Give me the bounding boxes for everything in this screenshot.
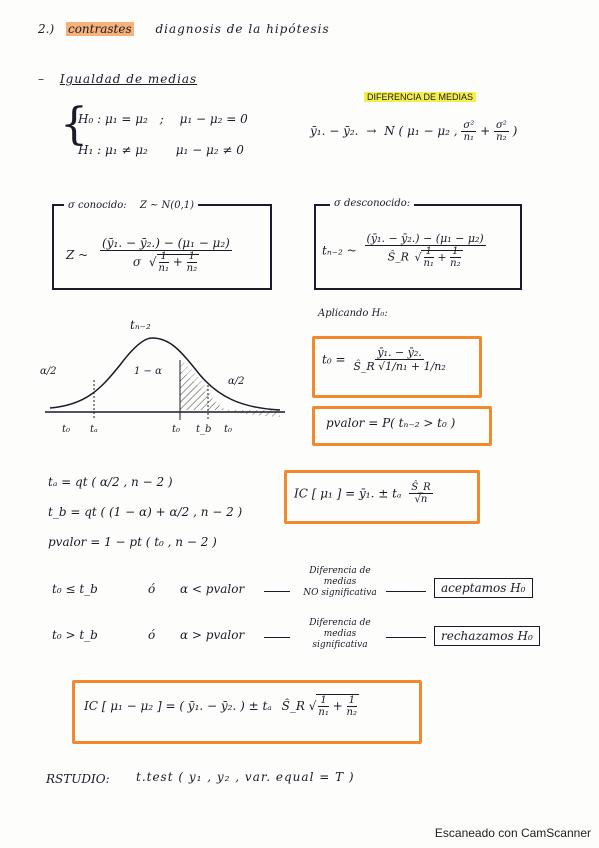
z-lhs: Z ~ [66, 248, 89, 262]
ta-formula: tₐ = qt ( α/2 , n − 2 ) [48, 475, 173, 489]
r-den: n₁ [318, 707, 329, 718]
t0-den: Ŝ_R √1/n₁ + 1/n₂ [353, 360, 446, 373]
r-den: n₂ [346, 707, 357, 718]
t-lhs: tₙ₋₂ ~ [322, 243, 357, 258]
decision-2-result: rechazamos H₀ [434, 626, 540, 646]
t-num: (ȳ₁. − ȳ₂.) − (μ₁ − μ₂) [366, 232, 484, 245]
z-frac [100, 236, 232, 274]
t0-right-label: t₀ [224, 424, 233, 435]
frac-den: n₁ [463, 132, 475, 143]
decision-2-note [300, 618, 380, 651]
diff-means-label [364, 92, 476, 102]
h1-rhs: μ₁ − μ₂ ≠ 0 [175, 143, 244, 157]
section-title-rest: diagnosis de la hipótesis [155, 22, 330, 36]
r-num: 1 [160, 251, 167, 262]
t0-mid-label: t₀ [172, 424, 181, 435]
brace: { [60, 99, 88, 150]
section-title-highlight: contrastes [67, 22, 132, 36]
close-paren: ) [512, 124, 518, 138]
plus: + [480, 124, 491, 138]
pvalor-formula: pvalor = P( tₙ₋₂ > t₀ ) [326, 416, 456, 430]
decision-2-alpha: α > pvalor [180, 628, 245, 642]
note-line2: significativa [312, 640, 368, 650]
title-text: σ desconocido: [334, 198, 411, 209]
tb-label: t_b [196, 424, 212, 435]
arrow-icon: → [366, 124, 377, 138]
pvalor-qt-formula: pvalor = 1 − pt ( t₀ , n − 2 ) [48, 535, 217, 549]
ic-mu-lhs: IC [ μ₁ ] = ȳ₁. ± tₐ [294, 486, 402, 501]
dm-frac1 [461, 120, 476, 143]
ic-mu-den: √n [414, 494, 428, 505]
r-num: 1 [452, 246, 459, 257]
mid-hatch [180, 360, 225, 410]
r-num: 1 [348, 695, 355, 706]
h1-lhs: H₁ : μ₁ ≠ μ₂ [78, 143, 148, 157]
decision-1-arrow-b [386, 591, 426, 592]
r-den: n₂ [450, 258, 461, 269]
sigma: σ [132, 255, 142, 269]
t0-lhs: t₀ = [322, 352, 346, 367]
h0-lhs: H₀ : μ₁ = μ₂ [78, 112, 148, 126]
r-num: 1 [425, 246, 432, 257]
r-den: n₂ [186, 263, 198, 274]
r-den: n₁ [158, 263, 169, 274]
decision-2-arrow-a [264, 637, 290, 638]
note-line1: Diferencia de medias [309, 566, 371, 587]
title-text: σ conocido: [68, 200, 127, 211]
s-r: Ŝ_R [387, 250, 409, 264]
decision-2-arrow-b [386, 637, 426, 638]
subsection-title [38, 72, 197, 86]
h1-line [78, 143, 244, 157]
alpha-right: α/2 [228, 376, 245, 387]
density-curve [50, 338, 280, 410]
diff-means-label-text: DIFERENCIA DE MEDIAS [364, 92, 476, 102]
rstudio-label: RSTUDIO: [46, 772, 110, 786]
dm-lhs: ȳ₁. − ȳ₂. [310, 124, 359, 138]
decision-1-or: ó [148, 582, 156, 596]
center-area: 1 − α [134, 366, 162, 377]
decision-2-or: ó [148, 628, 156, 642]
t-distribution-curve [40, 330, 290, 440]
ic-mu-formula [294, 482, 433, 505]
section-header [38, 22, 330, 36]
r2 [450, 246, 460, 269]
dist-text: Z ~ N(0,1) [139, 200, 195, 211]
frac-num: σ² [463, 120, 475, 131]
h0-rhs: μ₁ − μ₂ = 0 [179, 112, 248, 126]
camscanner-footer: Escaneado con CamScanner [434, 826, 591, 840]
t0-formula [322, 346, 446, 373]
ic-mu-frac [409, 482, 432, 505]
t-frac [365, 232, 486, 269]
section-number: 2.) [38, 22, 55, 36]
sigma-unknown-title [330, 198, 414, 209]
t-den: Ŝ_R √ $\frac{1}{\text{n₁}}$ + $\frac{1}{\text{n₂}}$ [387, 246, 461, 269]
decision-1-arrow-a [264, 591, 290, 592]
decision-1-cond: t₀ ≤ t_b [52, 582, 98, 596]
dm-rhs-prefix: N ( μ₁ − μ₂ , [384, 124, 458, 138]
r1 [423, 246, 433, 269]
ta-label: tₐ [90, 424, 98, 435]
r2 [187, 251, 197, 274]
decision-1-result: aceptamos H₀ [434, 578, 533, 598]
t0-num: ȳ₁. − ȳ₂. [377, 346, 422, 359]
z-den: σ √ $\frac{1}{\text{n₁}}$ + $\frac{1}{\text{n₂}}$ [132, 251, 198, 274]
sigma-known-title [64, 200, 198, 211]
ic-diff-lhs: IC [ μ₁ − μ₂ ] = ( ȳ₁. − ȳ₂. ) ± tₐ [84, 699, 272, 713]
ic-diff-formula: IC [ μ₁ − μ₂ ] = ( ȳ₁. − ȳ₂. ) ± tₐ Ŝ_R √ $\frac{1}{\text{n₁}}$ + $\frac{1}{\text{n₂}}$ [84, 695, 357, 718]
rstudio-code: t.test ( y₁ , y₂ , var. equal = T ) [136, 770, 355, 784]
r-num: 1 [320, 695, 327, 706]
t0-frac [353, 346, 445, 373]
r-num: 1 [188, 251, 196, 262]
frac-den: n₂ [496, 132, 507, 143]
applying-label: Aplicando H₀: [318, 308, 388, 319]
diff-means-formula [310, 120, 517, 143]
ic-diff-s: Ŝ_R [281, 699, 305, 713]
decision-2-cond: t₀ > t_b [52, 628, 98, 642]
sigma-known-formula [66, 236, 232, 274]
bullet: – [38, 72, 44, 86]
curve-title: tₙ₋₂ [130, 318, 151, 332]
z-num: (ȳ₁. − ȳ₂.) − (μ₁ − μ₂) [102, 236, 230, 250]
decision-1-note [300, 566, 380, 599]
dm-frac2 [494, 120, 509, 143]
tb-formula: t_b = qt ( (1 − α) + α/2 , n − 2 ) [48, 505, 243, 519]
subsection-title-text: Igualdad de medias [59, 72, 198, 86]
r2 [347, 695, 357, 718]
ic-mu-num: Ŝ_R [411, 482, 431, 493]
r1 [318, 695, 328, 718]
t0-left-label: t₀ [62, 424, 71, 435]
note-line2: NO significativa [303, 588, 377, 598]
alpha-left: α/2 [40, 366, 57, 377]
r1 [159, 251, 169, 274]
sigma-unknown-formula [322, 232, 486, 269]
note-line1: Diferencia de medias [309, 618, 371, 639]
h0-line: H₀ : μ₁ = μ₂ ; μ₁ − μ₂ = 0 [78, 112, 248, 126]
decision-1-alpha: α < pvalor [180, 582, 245, 596]
frac-num: σ² [495, 120, 507, 131]
r-den: n₁ [423, 258, 434, 269]
